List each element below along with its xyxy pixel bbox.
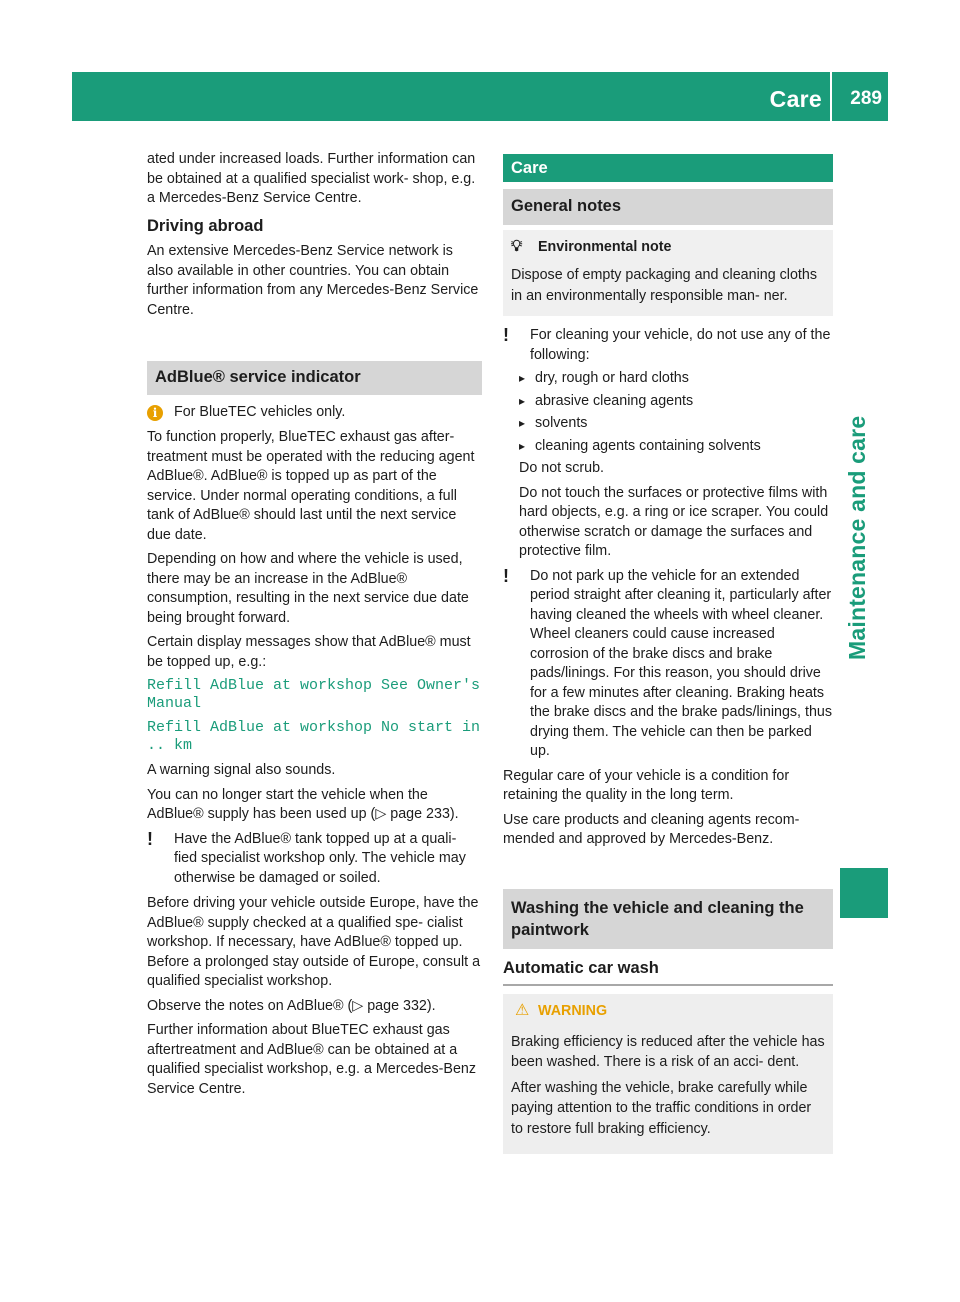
automatic-car-wash-heading: Automatic car wash [503, 959, 833, 987]
exclamation-icon: ! [503, 325, 509, 345]
display-message-1: Refill AdBlue at workshop See Owner's Manual [147, 677, 481, 712]
display-message-2: Refill AdBlue at workshop No start in .. km [147, 719, 481, 754]
environmental-note-box [503, 230, 833, 317]
care-section-heading: Care [503, 154, 833, 182]
warning-triangle-icon: ⚠︎ [515, 1002, 530, 1019]
no-scrub-text: Do not scrub. [519, 460, 605, 476]
driving-abroad-heading: Driving abroad [147, 216, 264, 235]
adblue-para-8: Further information about BlueTEC exhaust gas aftertreatment and AdBlue® can be obtained at a qualified specialist workshop, e.g. a Mercedes-Benz Service Centre. [147, 1022, 476, 1097]
list-item: ▸ dry, rough or hard cloths [519, 369, 833, 389]
page-number: 289 [850, 88, 882, 109]
adblue-section-heading: AdBlue® service indicator [147, 361, 482, 395]
cleaning-note-intro: For cleaning your vehicle, do not use any of the following: [530, 327, 831, 363]
warning-box [503, 994, 833, 1154]
adblue-para-4: A warning signal also sounds. [147, 762, 336, 778]
list-item: ▸ solvents [519, 414, 833, 434]
adblue-para-6: Before driving your vehicle outside Europe, have the AdBlue® supply checked at a qualified spe- cialist workshop. If necessary, have AdBlue® topped up. Before a prolonged stay outside of Europe, consult a qualified specialist workshop. [147, 895, 481, 989]
list-item: ▸ abrasive cleaning agents [519, 392, 833, 412]
regular-care-text: Regular care of your vehicle is a condition for retaining the quality in the long term. [503, 767, 790, 803]
info-note-text: For BlueTEC vehicles only. [174, 403, 346, 420]
adblue-para-7: Observe the notes on AdBlue® (▷ page 332). [147, 997, 436, 1014]
header-separator [830, 72, 832, 121]
general-notes-heading: General notes [503, 189, 833, 225]
exclamation-icon: ! [503, 565, 509, 586]
parking-note-text: Do not park up the vehicle for an extended period straight after cleaning it, particularly after having cleaned the wheels with wheel cleaner. Wheel cleaners could cause increased corrosion of the brake discs and brake pads/linings. For this reason, you should drive for a few minutes after cleaning. Braking heats the brake discs and the brake pads/linings, thus drying them. The vehicle can then be parked up. [530, 567, 833, 759]
exclamation-icon: ! [147, 828, 153, 849]
cleaning-bullet-list [503, 369, 833, 562]
lightbulb-icon: 💡︎ [511, 237, 523, 255]
adblue-para-5: You can no longer start the vehicle when the AdBlue® supply has been used up (▷ page 233). [147, 786, 459, 822]
warning-text-1: Braking efficiency is reduced after the vehicle has been washed. There is a risk of an acci- dent. [511, 1033, 825, 1070]
left-column [147, 150, 482, 1104]
parking-warning-note [503, 567, 833, 762]
warning-text-2: After washing the vehicle, brake carefully while paying attention to the traffic conditions in order to restore full braking efficiency. [511, 1079, 812, 1137]
washing-section-heading: Washing the vehicle and cleaning the paintwork [503, 889, 833, 949]
cleaning-warning-note [503, 326, 833, 365]
environmental-note-text: Dispose of empty packaging and cleaning cloths in an environmentally responsible man- ner. [511, 267, 817, 304]
intro-text: ated under increased loads. Further information can be obtained at a qualified specialist work- shop, e.g. a Mercedes-Benz Service Centre. [147, 151, 476, 206]
adblue-para-3: Certain display messages show that AdBlue® must be topped up, e.g.: [147, 634, 471, 670]
list-item: ▸ cleaning agents containing solvents [519, 437, 833, 457]
info-icon: i [147, 405, 163, 421]
adblue-para-2: Depending on how and where the vehicle is used, there may be an increase in the AdBlue® consumption, resulting in the next service due date being brought forward. [147, 551, 469, 626]
side-tab-label: Maintenance and care [844, 415, 870, 660]
side-tab-marker [840, 868, 888, 918]
header-title: Care [769, 86, 822, 112]
header-bar [72, 72, 888, 121]
info-note [147, 403, 482, 423]
care-products-text: Use care products and cleaning agents recom- mended and approved by Mercedes-Benz. [503, 811, 800, 847]
warning-note [147, 830, 482, 889]
driving-abroad-text: An extensive Mercedes-Benz Service network is also available in other countries. You can obtain further information from any Mercedes-Benz Service Centre. [147, 243, 479, 318]
warning-title: ⚠︎ WARNING [515, 1002, 608, 1019]
adblue-para-1: To function properly, BlueTEC exhaust gas after- treatment must be operated with the reducing agent AdBlue®. AdBlue® is topped up as part of the service. Under normal operating conditions, a full tank of AdBlue® should last until the next service due date. [147, 429, 475, 543]
environmental-note-title: 💡︎ Environmental note [511, 237, 672, 255]
right-column [503, 154, 833, 1154]
no-touch-text: Do not touch the surfaces or protective films with hard objects, e.g. a ring or ice scraper. You could otherwise scratch or damage the surfaces and protective film. [519, 484, 829, 559]
warning-note-text: Have the AdBlue® tank topped up at a quali- fied specialist workshop only. The vehicle may otherwise be damaged or soiled. [174, 830, 466, 886]
